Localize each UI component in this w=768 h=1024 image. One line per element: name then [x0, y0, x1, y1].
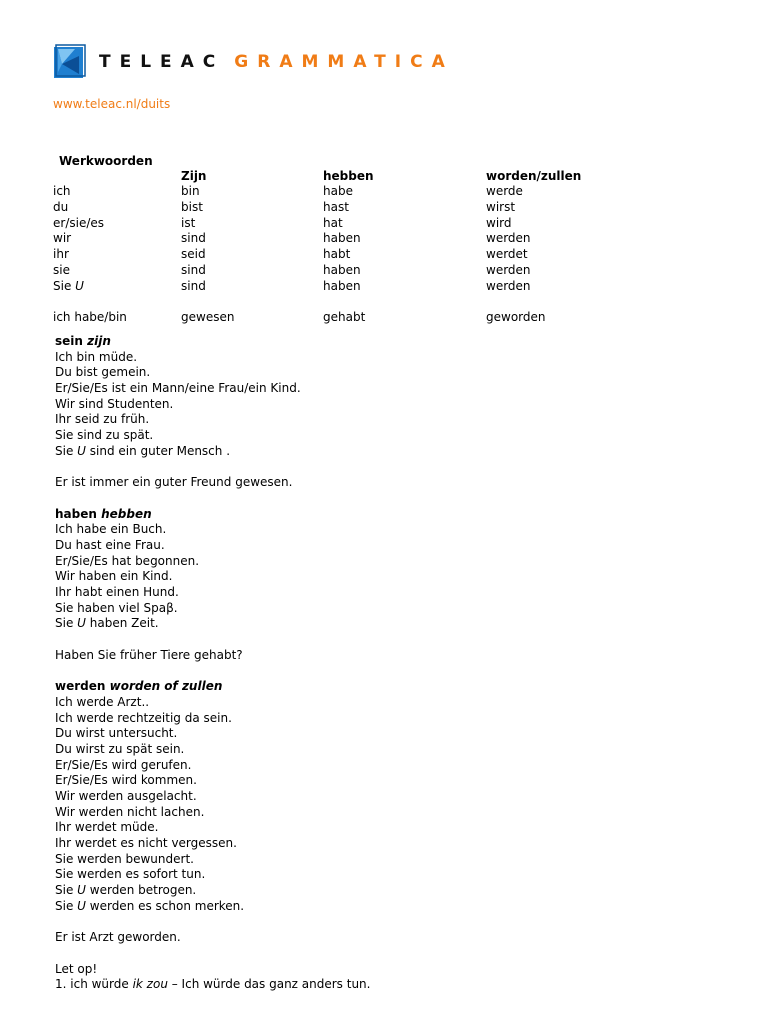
pronoun-cell: sie: [53, 262, 70, 277]
table-cell: gehabt: [323, 309, 366, 324]
example-line: Er ist Arzt geworden.: [55, 930, 181, 945]
column-header: worden/zullen: [486, 168, 582, 183]
example-line: Er/Sie/Es hat begonnen.: [55, 553, 200, 568]
table-cell: seid: [181, 247, 206, 262]
example-line: [55, 883, 735, 899]
note-title: Let op!: [55, 961, 98, 976]
table-title-row: [53, 154, 673, 170]
table-cell: haben: [323, 262, 361, 277]
table-cell: wirst: [486, 200, 516, 215]
example-line: Du hast eine Frau.: [55, 537, 165, 552]
table-cell: sind: [181, 278, 206, 293]
example-line: Wir sind Studenten.: [55, 396, 174, 411]
table-cell: hast: [323, 200, 349, 215]
column-header: Zijn: [181, 168, 207, 183]
table-row: [53, 184, 673, 200]
example-line: Du wirst zu spät sein.: [55, 741, 185, 756]
example-line: Wir werden ausgelacht.: [55, 788, 197, 803]
example-line: Ihr seid zu früh.: [55, 412, 150, 427]
example-line: Ich habe ein Buch.: [55, 522, 167, 537]
example-line: [55, 616, 735, 632]
pronoun-cell: ihr: [53, 247, 69, 262]
table-cell: werdet: [486, 247, 528, 262]
table-row: [53, 200, 673, 216]
example-line: Ich bin müde.: [55, 349, 138, 364]
example-line: Er/Sie/Es wird gerufen.: [55, 757, 192, 772]
section-heading-haben: [55, 507, 735, 523]
example-line: Ich werde rechtzeitig da sein.: [55, 710, 232, 725]
table-header-row: [53, 169, 673, 185]
heading-translation: worden of zullen: [109, 679, 223, 694]
table-title: Werkwoorden: [59, 154, 153, 168]
table-cell: haben: [323, 231, 361, 246]
formal-u: U: [77, 898, 86, 913]
example-line: Er/Sie/Es ist ein Mann/eine Frau/ein Kind.: [55, 381, 301, 396]
section-heading-sein: [55, 334, 735, 350]
pronoun-cell: er/sie/es: [53, 215, 105, 230]
example-line: Du wirst untersucht.: [55, 726, 178, 741]
heading-text: werden: [55, 679, 106, 694]
example-line: Ihr habt einen Hund.: [55, 585, 179, 599]
table-cell: werde: [486, 184, 523, 199]
line-text: Sie: [55, 616, 78, 631]
line-text: Sie: [55, 883, 78, 898]
table-cell: geworden: [486, 309, 546, 324]
pronoun-cell: wir: [53, 231, 72, 246]
conjugation-table: [53, 154, 673, 326]
line-text: haben Zeit.: [85, 616, 159, 631]
teleac-logo-icon: [53, 44, 87, 80]
note-item: [55, 977, 735, 993]
pronoun-cell: ich habe/bin: [53, 309, 127, 324]
table-row: [53, 231, 673, 247]
examples: [55, 334, 735, 993]
line-text: Sie: [55, 443, 78, 458]
table-row: [53, 247, 673, 263]
example-line: Sie werden bewundert.: [55, 851, 194, 866]
table-cell: werden: [486, 278, 531, 293]
formal-u: U: [77, 883, 86, 898]
heading-translation: hebben: [101, 506, 152, 521]
table-row: [53, 279, 673, 295]
heading-text: haben: [55, 506, 97, 521]
table-row: [53, 263, 673, 279]
table-row: [53, 216, 673, 232]
formal-u: U: [77, 616, 86, 631]
table-cell: werden: [486, 262, 531, 277]
translation-italic: ik zou: [132, 977, 168, 992]
line-text: sind ein guter Mensch .: [85, 443, 231, 458]
example-line: Er ist immer ein guter Freund gewesen.: [55, 475, 293, 490]
column-header: hebben: [323, 168, 374, 183]
line-text: 1. ich würde: [55, 977, 133, 992]
table-cell: haben: [323, 278, 361, 293]
formal-u: U: [77, 443, 86, 458]
pronoun-cell: [53, 279, 84, 295]
brand-teleac: TELEAC: [99, 52, 225, 72]
perfect-row: [53, 310, 673, 326]
example-line: Haben Sie früher Tiere gehabt?: [55, 647, 243, 662]
example-line: [55, 444, 735, 460]
heading-text: sein: [55, 334, 83, 348]
table-cell: habt: [323, 247, 351, 262]
example-line: Sie sind zu spät.: [55, 428, 154, 443]
example-line: Du bist gemein.: [55, 365, 151, 380]
pronoun-text: Sie: [53, 278, 76, 293]
example-line: [55, 899, 735, 915]
site-link[interactable]: www.teleac.nl/duits: [53, 97, 171, 111]
table-cell: sind: [181, 262, 206, 277]
example-line: Wir werden nicht lachen.: [55, 804, 205, 819]
line-text: Sie: [55, 898, 78, 913]
formal-u: U: [75, 278, 84, 293]
line-text: werden es schon merken.: [85, 898, 245, 913]
example-line: Er/Sie/Es wird kommen.: [55, 773, 197, 788]
table-cell: wird: [486, 215, 512, 230]
pronoun-cell: ich: [53, 184, 71, 199]
table-cell: werden: [486, 231, 531, 246]
table-cell: ist: [181, 215, 196, 230]
table-cell: sind: [181, 231, 206, 246]
example-line: Ihr werdet müde.: [55, 820, 159, 835]
example-line: Sie haben viel Spaβ.: [55, 600, 178, 615]
pronoun-cell: du: [53, 200, 69, 215]
example-line: Ihr werdet es nicht vergessen.: [55, 836, 237, 850]
heading-translation: zijn: [87, 334, 111, 348]
section-heading-werden: [55, 679, 735, 695]
table-cell: bist: [181, 200, 203, 215]
brand-grammatica: GRAMMATICA: [234, 52, 454, 72]
line-text: – Ich würde das ganz anders tun.: [167, 977, 371, 992]
example-line: Sie werden es sofort tun.: [55, 867, 206, 882]
example-line: Wir haben ein Kind.: [55, 569, 173, 584]
table-cell: bin: [181, 184, 200, 199]
table-cell: gewesen: [181, 309, 235, 324]
teleac-logo: [53, 44, 454, 80]
example-line: Ich werde Arzt..: [55, 694, 150, 709]
table-cell: hat: [323, 215, 343, 230]
line-text: werden betrogen.: [85, 883, 197, 898]
table-cell: habe: [323, 184, 353, 199]
